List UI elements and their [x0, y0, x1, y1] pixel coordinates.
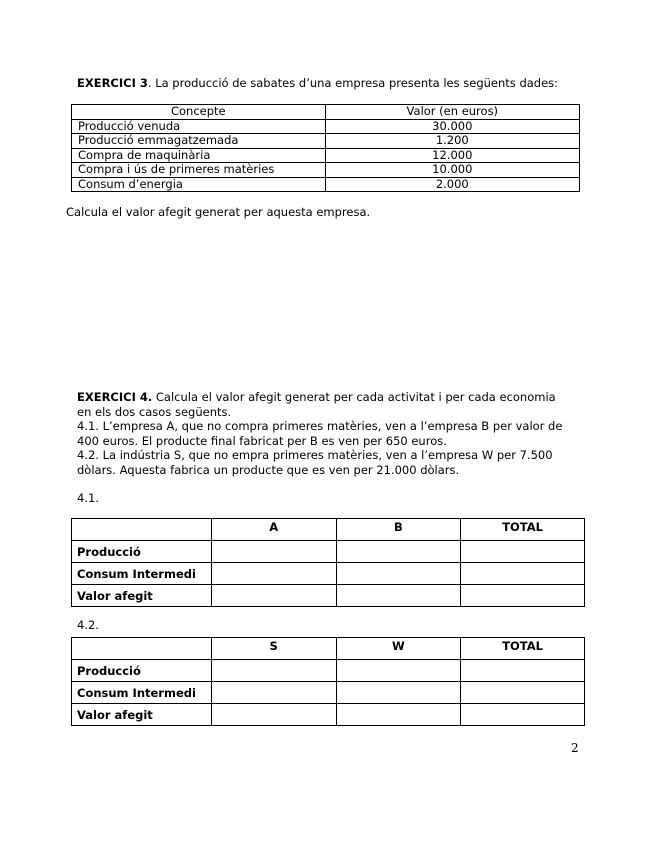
answer-cell[interactable] — [461, 682, 585, 704]
answer-cell[interactable] — [336, 541, 461, 563]
table-header-cell — [72, 638, 212, 660]
table-header-cell — [72, 519, 212, 541]
row-label: Consum Intermedi — [72, 563, 212, 585]
answer-cell[interactable] — [461, 704, 585, 726]
table-cell: Producció emmagatzemada — [72, 134, 326, 149]
answer-cell[interactable] — [461, 563, 585, 585]
table-header-row — [72, 638, 585, 660]
ex4-line-3: 4.1. L’empresa A, que no compra primeres matèries, ven a l’empresa B per valor de — [77, 419, 563, 433]
part2-table — [71, 637, 585, 726]
table-header-cell: B — [336, 519, 461, 541]
table-cell: 1.200 — [325, 134, 579, 149]
row-label: Producció — [72, 541, 212, 563]
table-header-row — [72, 519, 585, 541]
row-label: Consum Intermedi — [72, 682, 212, 704]
answer-cell[interactable] — [461, 541, 585, 563]
row-label: Producció — [72, 660, 212, 682]
table-cell: 30.000 — [325, 119, 579, 134]
ex3-intro-text: . La producció de sabates d’una empresa presenta les següents dades: — [147, 76, 559, 90]
ex4-title: EXERCICI 4. — [77, 390, 153, 404]
answer-cell[interactable] — [211, 682, 336, 704]
ex4-line-4: 400 euros. El producte final fabricat per B es ven per 650 euros. — [77, 433, 447, 448]
table-row — [72, 682, 585, 704]
ex4-line-2: en els dos casos següents. — [77, 404, 232, 419]
answer-cell[interactable] — [336, 682, 461, 704]
part1-table — [71, 518, 585, 607]
table-row — [72, 660, 585, 682]
answer-cell[interactable] — [211, 585, 336, 607]
ex3-question: Calcula el valor afegit generat per aquesta empresa. — [66, 205, 371, 219]
answer-cell[interactable] — [336, 660, 461, 682]
table-cell: Compra de maquinària — [72, 148, 326, 163]
table-row — [72, 585, 585, 607]
answer-cell[interactable] — [211, 541, 336, 563]
answer-cell[interactable] — [461, 660, 585, 682]
ex4-line-6: dòlars. Aquesta fabrica un producte que es ven per 21.000 dòlars. — [77, 462, 460, 477]
table-header-cell: S — [211, 638, 336, 660]
answer-cell[interactable] — [211, 704, 336, 726]
table-cell: Producció venuda — [72, 119, 326, 134]
table-header-cell: Concepte — [72, 105, 326, 120]
table-header-cell: TOTAL — [461, 519, 585, 541]
answer-cell[interactable] — [336, 585, 461, 607]
table-header-cell: A — [211, 519, 336, 541]
table-cell: 2.000 — [325, 177, 579, 192]
ex3-table — [71, 104, 580, 192]
answer-cell[interactable] — [336, 704, 461, 726]
table-cell: 10.000 — [325, 163, 579, 178]
table-row — [72, 563, 585, 585]
answer-cell[interactable] — [211, 660, 336, 682]
table-header-cell: Valor (en euros) — [325, 105, 579, 120]
ex4-line-text: Calcula el valor afegit generat per cada activitat i per cada economia — [152, 390, 556, 404]
answer-cell[interactable] — [461, 585, 585, 607]
row-label: Valor afegit — [72, 704, 212, 726]
table-header-row — [72, 105, 580, 120]
table-row — [72, 134, 580, 149]
ex4-line-1 — [77, 390, 556, 405]
table-cell: 12.000 — [325, 148, 579, 163]
row-label: Valor afegit — [72, 585, 212, 607]
table-row — [72, 163, 580, 178]
table-row — [72, 177, 580, 192]
page-number: 2 — [571, 741, 579, 755]
table-row — [72, 148, 580, 163]
part1-label: 4.1. — [77, 491, 99, 505]
ex4-line-5: 4.2. La indústria S, que no empra primeres matèries, ven a l’empresa W per 7.500 — [77, 448, 553, 462]
ex3-title: EXERCICI 3 — [77, 76, 148, 90]
part2-label: 4.2. — [77, 618, 99, 632]
answer-cell[interactable] — [336, 563, 461, 585]
table-cell: Compra i ús de primeres matèries — [72, 163, 326, 178]
table-row — [72, 704, 585, 726]
table-header-cell: W — [336, 638, 461, 660]
table-row — [72, 119, 580, 134]
table-header-cell: TOTAL — [461, 638, 585, 660]
table-row — [72, 541, 585, 563]
table-cell: Consum d’energia — [72, 177, 326, 192]
ex3-intro — [77, 76, 558, 91]
answer-cell[interactable] — [211, 563, 336, 585]
